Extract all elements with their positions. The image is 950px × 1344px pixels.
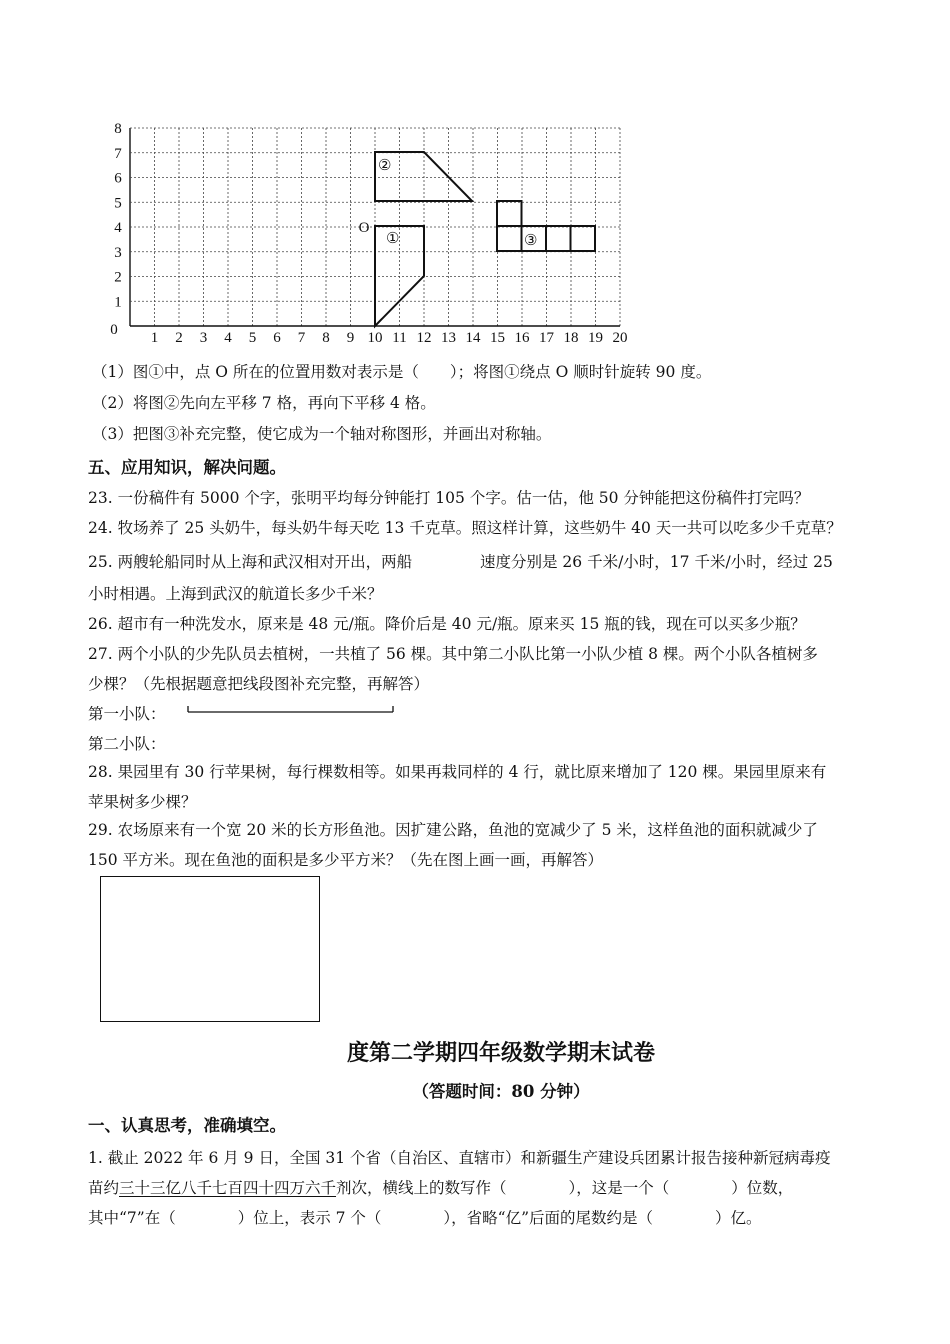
x-tick-label: 8 <box>322 330 330 346</box>
question-24: 24. 牧场养了 25 头奶牛，每头奶牛每天吃 13 千克草。照这样计算，这些奶牛 40 天一共可以吃多少千克草？ <box>88 519 842 537</box>
coordinate-grid-figure <box>100 110 640 350</box>
x-tick-label: 18 <box>563 330 579 346</box>
question-26: 26. 超市有一种洗发水，原来是 48 元/瓶。降价后是 40 元/瓶。原来买 15 瓶的钱，现在可以买多少瓶？ <box>88 615 806 633</box>
question-1-line2 <box>88 1176 793 1198</box>
question-27-line2: 少棵？（先根据题意把线段图补充完整，再解答） <box>88 675 430 693</box>
x-tick-label: 7 <box>297 330 306 346</box>
x-tick-label: 10 <box>367 330 383 346</box>
x-tick-label: 1 <box>150 330 159 346</box>
question-27-line1: 27. 两个小队的少先队员去植树，一共植了 56 棵。其中第二小队比第一小队少植 8 棵。两个小队各植树多 <box>88 645 818 663</box>
x-tick-label: 16 <box>514 330 530 346</box>
y-tick-label: 8 <box>114 121 122 137</box>
y-tick-label: 2 <box>114 269 122 286</box>
fish-pond-rectangle <box>100 876 320 1022</box>
question-29-line1: 29. 农场原来有一个宽 20 米的长方形鱼池。因扩建公路，鱼池的宽减少了 5 米，这样鱼池的面积就减少了 <box>88 821 818 839</box>
q22-sub1: （1）图①中，点 O 所在的位置用数对表示是（ ）；将图①绕点 O 顺时针旋转 90 度。 <box>92 363 712 381</box>
x-tick-label: 17 <box>539 330 554 346</box>
point-o-label: O <box>358 220 370 236</box>
question-25-line1a: 25. 两艘轮船同时从上海和武汉相对开出，两船 <box>88 553 413 571</box>
x-tick-label: 9 <box>346 330 355 346</box>
y-axis-labels <box>114 121 122 310</box>
x-tick-label: 5 <box>248 330 257 346</box>
team-1-label: 第一小队： <box>88 705 166 723</box>
question-29-line2: 150 平方米。现在鱼池的面积是多少平方米？（先在图上画一画，再解答） <box>88 851 604 869</box>
y-tick-label: 6 <box>114 170 122 187</box>
shape-3-label: ③ <box>524 233 538 249</box>
y-tick-label: 3 <box>114 244 122 261</box>
y-tick-label: 1 <box>114 294 122 311</box>
question-28-line2: 苹果树多少棵？ <box>88 793 197 811</box>
x-axis-labels <box>151 330 628 346</box>
x-tick-label: 14 <box>465 330 481 346</box>
shape-3 <box>497 201 595 251</box>
x-tick-label: 11 <box>392 330 407 346</box>
question-1-line3: 其中“7”在（ ）位上，表示 7 个（ ），省略“亿”后面的尾数约是（ ）亿。 <box>88 1209 762 1227</box>
y-tick-label: 4 <box>114 220 122 236</box>
question-28-line1: 28. 果园里有 30 行苹果树，每行棵数相等。如果再栽同样的 4 行，就比原来增加了 120 棵。果园里原来有 <box>88 763 827 781</box>
origin-label: 0 <box>110 322 118 338</box>
team-1-segment <box>185 700 400 720</box>
q22-sub2: （2）将图②先向左平移 7 格，再向下平移 4 格。 <box>92 394 436 412</box>
question-25-line2: 小时相遇。上海到武汉的航道长多少千米？ <box>88 585 383 603</box>
shape-1-label: ① <box>386 231 400 247</box>
x-tick-label: 6 <box>273 330 281 346</box>
x-tick-label: 13 <box>441 330 456 346</box>
question-1-line2-rest: 剂次，横线上的数写作（ ），这是一个（ ）位数， <box>336 1179 794 1197</box>
exam-subtitle: （答题时间：80 分钟） <box>412 1082 590 1101</box>
exam-title: 度第二学期四年级数学期末试卷 <box>346 1040 655 1066</box>
question-23: 23. 一份稿件有 5000 个字，张明平均每分钟能打 105 个字。估一估，他 50 分钟能把这份稿件打完吗？ <box>88 489 810 507</box>
y-tick-label: 5 <box>114 195 122 212</box>
y-tick-label: 7 <box>114 145 122 162</box>
x-tick-label: 20 <box>612 330 628 346</box>
question-1-underlined-number: 三十三亿八千七百四十四万六千 <box>119 1179 337 1197</box>
team-2-label: 第二小队： <box>88 735 166 753</box>
q22-sub3: （3）把图③补充完整，使它成为一个轴对称图形，并画出对称轴。 <box>92 425 552 443</box>
x-tick-label: 4 <box>224 330 232 346</box>
section-5-title: 五、应用知识，解决问题。 <box>88 458 286 477</box>
x-tick-label: 12 <box>416 330 432 346</box>
x-tick-label: 19 <box>588 330 603 346</box>
question-25-line1b: 速度分别是 26 千米/小时，17 千米/小时，经过 25 <box>480 553 833 571</box>
shape-2-label: ② <box>378 158 392 174</box>
x-tick-label: 3 <box>199 330 208 346</box>
question-1-line1: 1. 截止 2022 年 6 月 9 日，全国 31 个省（自治区、直辖市）和新疆生产建设兵团累计报告接种新冠病毒疫 <box>88 1149 831 1167</box>
x-tick-label: 2 <box>175 330 183 346</box>
section-1-title: 一、认真思考，准确填空。 <box>88 1116 286 1135</box>
question-1-line2-prefix: 苗约 <box>88 1179 120 1197</box>
x-tick-label: 15 <box>490 330 505 346</box>
